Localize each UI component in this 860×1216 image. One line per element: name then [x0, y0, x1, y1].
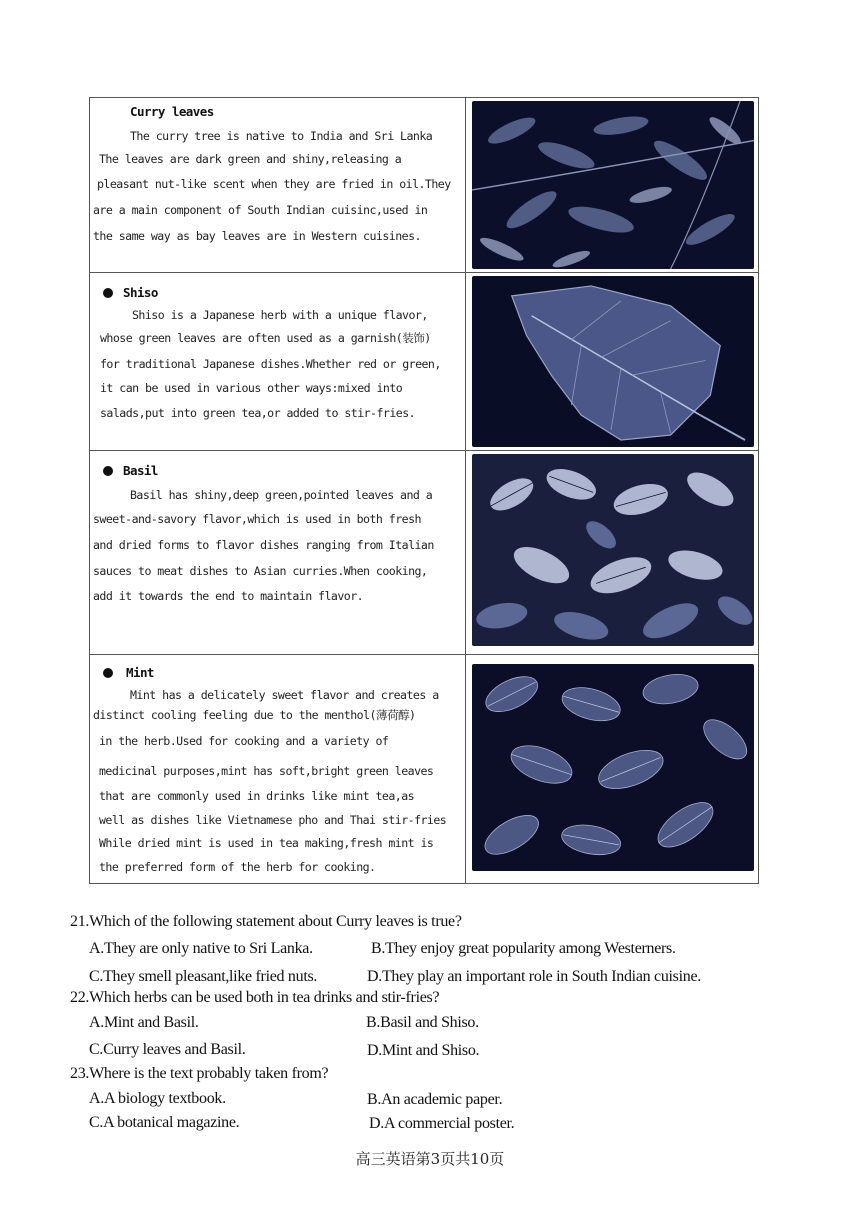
herb-table	[89, 97, 759, 884]
answer-option: B.Basil and Shiso.	[366, 1014, 479, 1031]
answer-option: D.A commercial poster.	[369, 1115, 515, 1132]
herb-text-line: While dried mint is used in tea making,fresh mint is	[99, 836, 434, 850]
herb-name-label: Mint	[126, 665, 154, 680]
bullet-icon	[103, 668, 113, 678]
herb-text-line: medicinal purposes,mint has soft,bright green leaves	[99, 764, 434, 778]
bullet-icon	[103, 288, 113, 298]
answer-option: C.A botanical magazine.	[89, 1114, 240, 1131]
herb-text-line: sauces to meat dishes to Asian curries.When cooking,	[93, 564, 428, 578]
herb-name	[96, 665, 461, 680]
herb-text-line: it can be used in various other ways:mixed into	[100, 381, 403, 395]
answer-option: D.Mint and Shiso.	[367, 1042, 480, 1059]
herb-text-line: salads,put into green tea,or added to stir-fries.	[100, 406, 416, 420]
herb-row-basil	[90, 451, 758, 655]
herb-text-cell	[90, 98, 466, 272]
herb-row-shiso	[90, 273, 758, 451]
answer-option: A.Mint and Basil.	[89, 1014, 199, 1031]
herb-text-line: are a main component of South Indian cuisinc,used in	[93, 203, 428, 217]
answer-option: C.Curry leaves and Basil.	[89, 1041, 246, 1058]
herb-text-line: add it towards the end to maintain flavor.	[93, 589, 364, 603]
mint-plant-photo-icon	[472, 664, 754, 871]
herb-text-cell	[90, 655, 466, 883]
herb-text-line: in the herb.Used for cooking and a variety of	[99, 734, 389, 748]
answer-option: D.They play an important role in South Indian cuisine.	[367, 968, 701, 985]
page-footer: 高三英语第3页共10页	[355, 1150, 505, 1168]
bullet-icon	[103, 466, 113, 476]
shiso-leaf-photo-icon	[472, 276, 754, 447]
herb-text-line: well as dishes like Vietnamese pho and Thai stir-fries	[99, 813, 447, 827]
herb-text-line: The leaves are dark green and shiny,releasing a	[99, 152, 402, 166]
herb-text-line: Mint has a delicately sweet flavor and creates a	[130, 688, 439, 702]
basil-plant-photo-icon	[472, 454, 754, 646]
herb-text-line: distinct cooling feeling due to the menthol(薄荷醇)	[93, 708, 416, 722]
answer-option: A.They are only native to Sri Lanka.	[89, 940, 313, 957]
herb-name-label: Basil	[123, 463, 158, 478]
herb-row-curry-leaves	[90, 98, 758, 273]
herb-text-line: Basil has shiny,deep green,pointed leaves and a	[130, 488, 433, 502]
question-stem: 21.Which of the following statement about Curry leaves is true?	[70, 913, 462, 930]
herb-text-line: sweet-and-savory flavor,which is used in both fresh	[93, 512, 421, 526]
question-stem: 22.Which herbs can be used both in tea drinks and stir-fries?	[70, 989, 440, 1006]
herb-text-cell	[90, 273, 466, 450]
herb-text-line: the same way as bay leaves are in Western cuisines.	[93, 229, 421, 243]
answer-option: A.A biology textbook.	[89, 1090, 226, 1107]
herb-text-cell	[90, 451, 466, 654]
herb-name-label: Shiso	[123, 285, 158, 300]
herb-text-line: whose green leaves are often used as a garnish(装饰)	[100, 331, 431, 345]
curry-leaves-photo-icon	[472, 101, 754, 269]
herb-name	[96, 463, 461, 478]
herb-text-line: for traditional Japanese dishes.Whether red or green,	[100, 357, 441, 371]
herb-text-line: the preferred form of the herb for cooking.	[99, 860, 376, 874]
herb-name	[96, 285, 461, 300]
herb-name-label: Curry leaves	[130, 104, 214, 119]
herb-text-line: pleasant nut-like scent when they are fried in oil.They	[97, 177, 451, 191]
answer-option: C.They smell pleasant,like fried nuts.	[89, 968, 318, 985]
question-stem: 23.Where is the text probably taken from?	[70, 1065, 329, 1082]
herb-text-line: that are commonly used in drinks like mint tea,as	[99, 789, 415, 803]
herb-text-line: The curry tree is native to India and Sri Lanka	[130, 129, 433, 143]
answer-option: B.They enjoy great popularity among Westerners.	[371, 940, 676, 957]
herb-text-line: Shiso is a Japanese herb with a unique flavor,	[132, 308, 428, 322]
answer-option: B.An academic paper.	[367, 1091, 503, 1108]
herb-row-mint	[90, 655, 758, 883]
herb-text-line: and dried forms to flavor dishes ranging from Italian	[93, 538, 434, 552]
herb-name	[96, 104, 461, 119]
